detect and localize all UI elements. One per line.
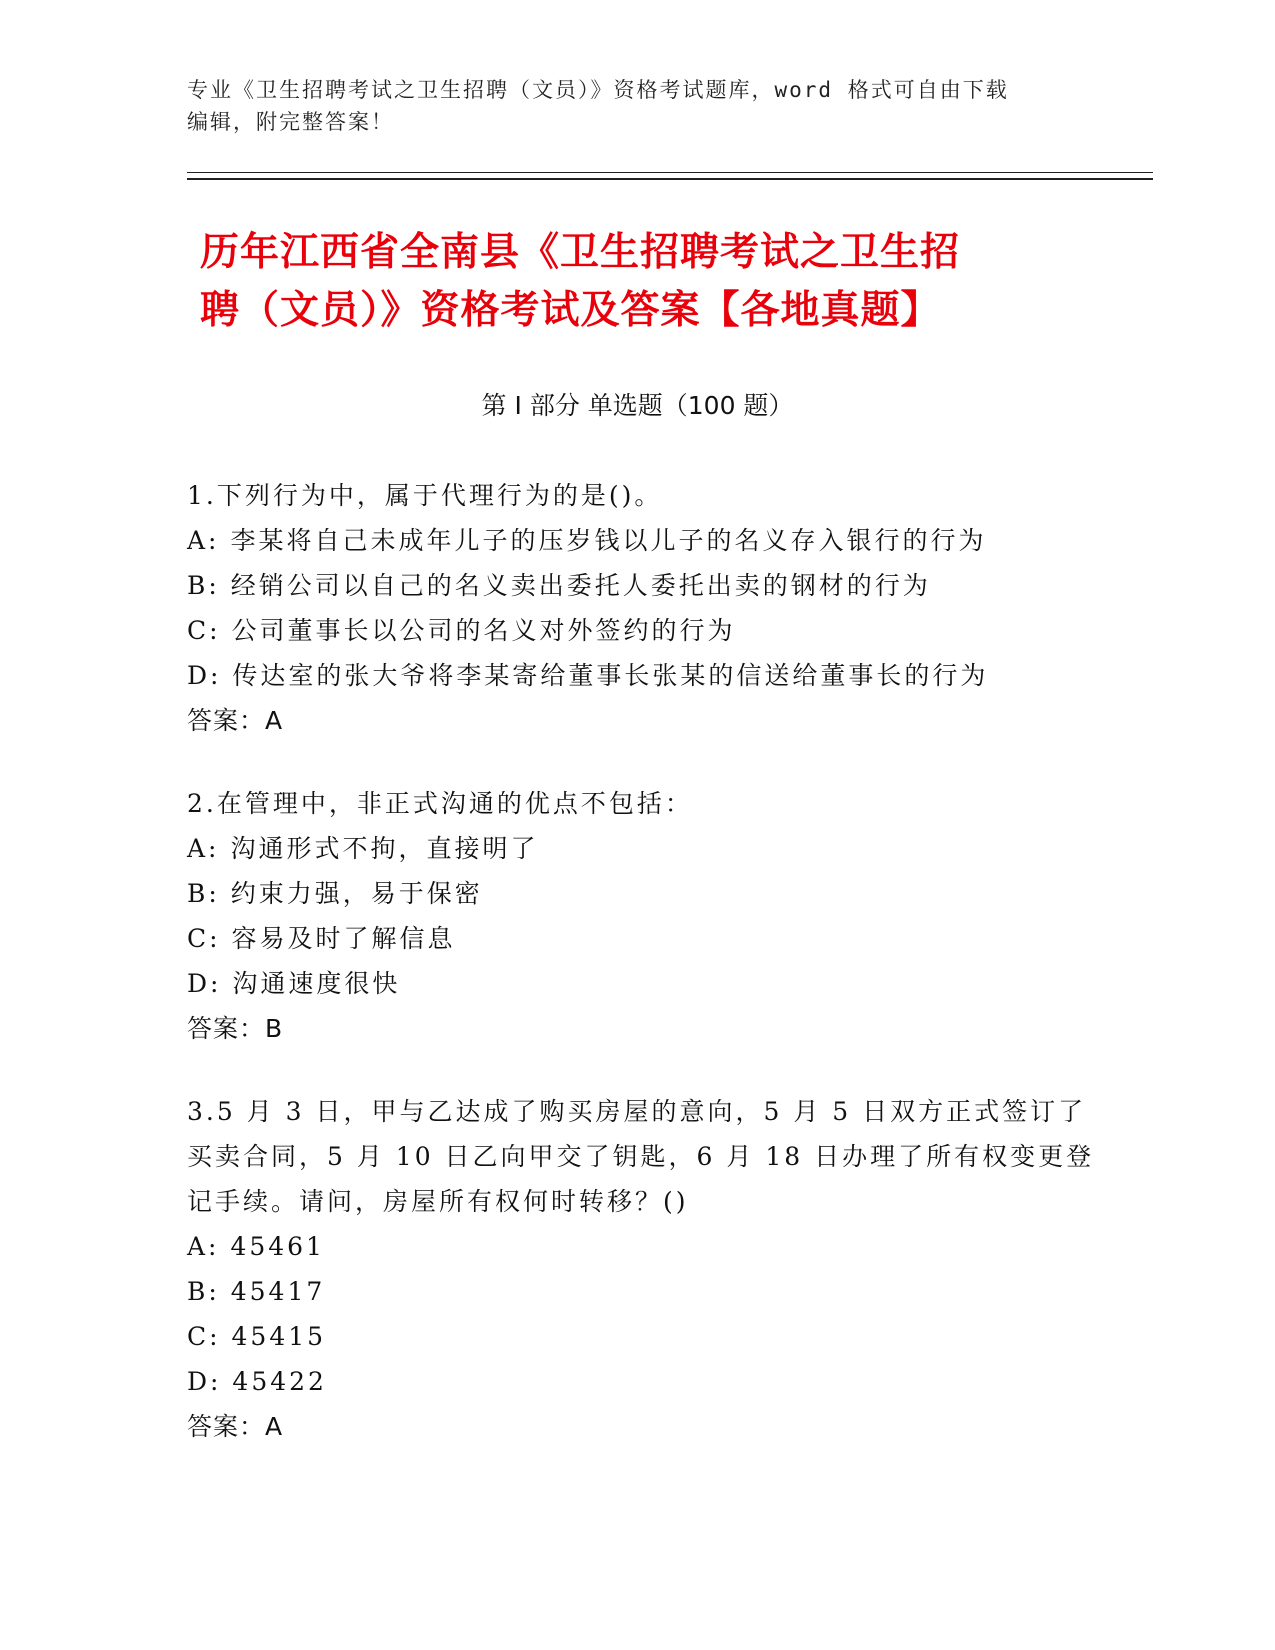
- question-list: [187, 473, 1095, 1487]
- option-text: 李某将自己未成年儿子的压岁钱以儿子的名义存入银行的行为: [230, 526, 987, 555]
- option-label: D:: [187, 969, 222, 998]
- option-d: [187, 1359, 1087, 1404]
- option-label: B:: [187, 571, 220, 600]
- option-text: 45417: [230, 1277, 326, 1306]
- option-a: [187, 1224, 1087, 1269]
- option-b: [187, 1269, 1087, 1314]
- question-stem-line-3: 记手续。请问，房屋所有权何时转移？(): [187, 1187, 689, 1216]
- option-c: [187, 608, 1087, 653]
- option-label: A:: [187, 526, 220, 555]
- option-text: 公司董事长以公司的名义对外签约的行为: [231, 616, 736, 645]
- option-d: [187, 961, 1087, 1006]
- answer-line: 答案：B: [187, 1014, 284, 1043]
- section-heading: 第 I 部分 单选题（100 题）: [481, 391, 794, 420]
- question-stem-line-1: 3.5 月 3 日，甲与乙达成了购买房屋的意向，5 月 5 日双方正式签订了: [187, 1097, 1087, 1126]
- header-note-line-1: 专业《卫生招聘考试之卫生招聘（文员）》资格考试题库，word 格式可自由下载: [187, 78, 1009, 102]
- option-label: B:: [187, 879, 220, 908]
- option-label: C:: [187, 616, 221, 645]
- option-label: A:: [187, 834, 220, 863]
- option-label: C:: [187, 1322, 221, 1351]
- option-text: 45461: [230, 1232, 325, 1261]
- option-text: 传达室的张大爷将李某寄给董事长张某的信送给董事长的行为: [232, 661, 989, 690]
- option-label: D:: [187, 1367, 222, 1396]
- document-title-line-1: 历年江西省全南县《卫生招聘考试之卫生招: [200, 230, 961, 275]
- option-c: [187, 1314, 1087, 1359]
- option-text: 45422: [232, 1367, 327, 1396]
- option-a: [187, 826, 1087, 871]
- question-item: [187, 781, 1087, 1051]
- document-title: [200, 224, 1100, 340]
- question-stem: 1.下列行为中，属于代理行为的是()。: [187, 481, 663, 510]
- header-note: [187, 74, 1087, 138]
- option-b: [187, 563, 1087, 608]
- answer-line: 答案：A: [187, 1412, 284, 1441]
- header-divider-thin: [187, 172, 1153, 173]
- question-item: [187, 1089, 1095, 1449]
- option-label: B:: [187, 1277, 220, 1306]
- question-item: [187, 473, 1087, 743]
- option-text: 45415: [231, 1322, 327, 1351]
- option-a: [187, 518, 1087, 563]
- option-text: 经销公司以自己的名义卖出委托人委托出卖的钢材的行为: [230, 571, 931, 600]
- option-text: 沟通形式不拘，直接明了: [230, 834, 539, 863]
- option-text: 容易及时了解信息: [231, 924, 456, 953]
- question-stem-line-2: 买卖合同，5 月 10 日乙向甲交了钥匙，6 月 18 日办理了所有权变更登: [187, 1142, 1095, 1171]
- option-d: [187, 653, 1087, 698]
- question-stem: 2.在管理中，非正式沟通的优点不包括：: [187, 789, 693, 818]
- option-text: 沟通速度很快: [232, 969, 401, 998]
- document-title-line-2: 聘（文员）》资格考试及答案【各地真题】: [200, 288, 941, 333]
- header-note-line-2: 编辑，附完整答案！: [187, 110, 394, 134]
- option-label: C:: [187, 924, 221, 953]
- header-divider-thick: [187, 178, 1153, 180]
- option-b: [187, 871, 1087, 916]
- answer-line: 答案：A: [187, 706, 284, 735]
- option-text: 约束力强，易于保密: [230, 879, 483, 908]
- option-label: A:: [187, 1232, 220, 1261]
- option-c: [187, 916, 1087, 961]
- option-label: D:: [187, 661, 222, 690]
